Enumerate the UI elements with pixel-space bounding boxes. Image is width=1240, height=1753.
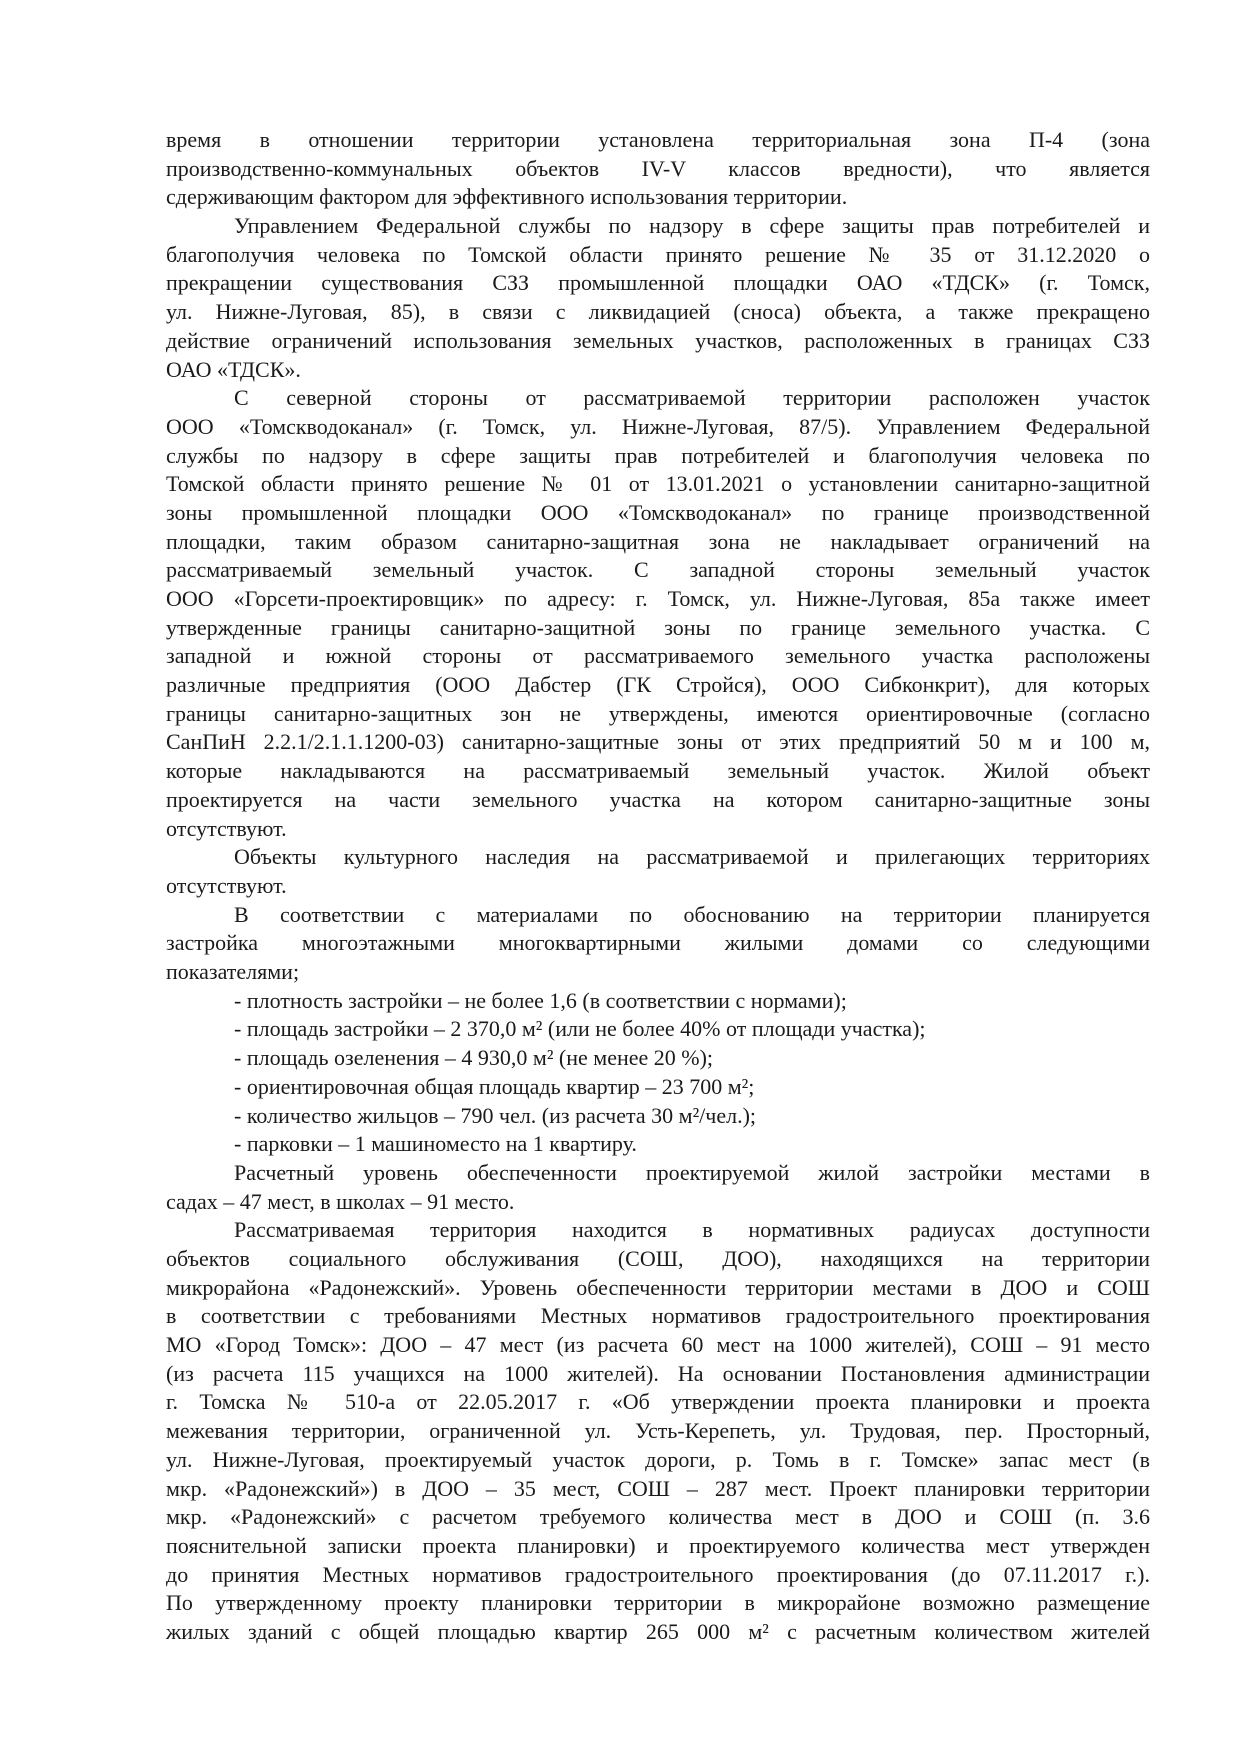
- text-line: Объекты культурного наследия на рассматриваемой и прилегающих территориях: [234, 844, 1150, 870]
- text-line: - площадь озеленения – 4 930,0 м² (не менее 20 %);: [234, 1045, 714, 1071]
- text-line: утвержденные границы санитарно-защитной зоны по границе земельного участка. С: [166, 614, 1150, 640]
- text-line: По утвержденному проекту планировки территории в микрорайоне возможно размещение: [166, 1590, 1150, 1616]
- text-line: различные предприятия (ООО Дабстер (ГК Стройся), ООО Сибконкрит), для которых: [166, 672, 1150, 698]
- text-line: пояснительной записки проекта планировки) и проектируемого количества мест утвержден: [166, 1532, 1150, 1558]
- text-line: показателями;: [166, 959, 300, 984]
- text-line: - количество жильцов – 790 чел. (из расчета 30 м²/чел.);: [234, 1102, 757, 1128]
- text-line: время в отношении территории установлена территориальная зона П-4 (зона: [166, 127, 1150, 152]
- text-line: в соответствии с требованиями Местных нормативов градостроительного проектирования: [166, 1303, 1150, 1329]
- text-line: прекращении существования СЗЗ промышленной площадки ОАО «ТДСК» (г. Томск,: [166, 270, 1150, 296]
- text-line: - ориентировочная общая площадь квартир – 23 700 м²;: [234, 1073, 755, 1099]
- text-line: до принятия Местных нормативов градостроительного проектирования (до 07.11.2017 г.).: [166, 1561, 1150, 1587]
- text-line: площадки, таким образом санитарно-защитная зона не накладывает ограничений на: [166, 528, 1150, 554]
- text-line: ул. Нижне-Луговая, проектируемый участок дороги, р. Томь в г. Томске» запас мест (в: [166, 1446, 1150, 1472]
- text-line: межевания территории, ограниченной ул. Усть-Керепеть, ул. Трудовая, пер. Просторный,: [166, 1418, 1150, 1444]
- text-line: застройка многоэтажными многоквартирными жилыми домами со следующими: [166, 930, 1150, 956]
- document-page: [166, 126, 1150, 1647]
- text-line: СанПиН 2.2.1/2.1.1.1200-03) санитарно-защитные зоны от этих предприятий 50 м и 100 м,: [166, 729, 1150, 755]
- text-line: отсутствуют.: [166, 872, 287, 898]
- text-line: ООО «Томскводоканал» (г. Томск, ул. Нижне-Луговая, 87/5). Управлением Федеральной: [166, 413, 1150, 439]
- text-line: Расчетный уровень обеспеченности проектируемой жилой застройки местами в: [234, 1159, 1150, 1185]
- text-line: ул. Нижне-Луговая, 85), в связи с ликвидацией (сноса) объекта, а также прекращено: [166, 299, 1150, 325]
- text-line: проектируется на части земельного участка на котором санитарно-защитные зоны: [166, 786, 1150, 812]
- text-line: рассматриваемый земельный участок. С западной стороны земельный участок: [166, 557, 1150, 583]
- text-line: Рассматриваемая территория находится в нормативных радиусах доступности: [234, 1217, 1150, 1243]
- text-line: службы по надзору в сфере защиты прав потребителей и благополучия человека по: [166, 442, 1150, 468]
- text-line: - плотность застройки – не более 1,6 (в соответствии с нормами);: [234, 987, 847, 1013]
- text-line: жилых зданий с общей площадью квартир 265 000 м² с расчетным количеством жителей: [166, 1618, 1150, 1644]
- text-line: производственно-коммунальных объектов IV-V классов вредности), что является: [166, 155, 1150, 181]
- text-line: - парковки – 1 машиноместо на 1 квартиру.: [234, 1131, 637, 1157]
- text-line: зоны промышленной площадки ООО «Томскводоканал» по границе производственной: [166, 499, 1150, 525]
- text-line: сдерживающим фактором для эффективного использования территории.: [166, 184, 848, 210]
- text-line: отсутствуют.: [166, 815, 287, 841]
- text-line: ООО «Горсети-проектировщик» по адресу: г. Томск, ул. Нижне-Луговая, 85а также имеет: [166, 586, 1150, 612]
- text-line: объектов социального обслуживания (СОШ, ДОО), находящихся на территории: [166, 1246, 1150, 1271]
- text-line: действие ограничений использования земельных участков, расположенных в границах СЗЗ: [166, 327, 1150, 353]
- text-line: (из расчета 115 учащихся на 1000 жителей). На основании Постановления администрации: [166, 1360, 1150, 1386]
- text-line: В соответствии с материалами по обоснованию на территории планируется: [234, 901, 1150, 927]
- text-line: благополучия человека по Томской области принято решение № 35 от 31.12.2020 о: [166, 241, 1150, 267]
- text-line: границы санитарно-защитных зон не утверждены, имеются ориентировочные (согласно: [166, 700, 1150, 726]
- text-line: микрорайона «Радонежский». Уровень обеспеченности территории местами в ДОО и СОШ: [166, 1274, 1150, 1300]
- text-line: ОАО «ТДСК».: [166, 356, 301, 382]
- text-line: г. Томска № 510-а от 22.05.2017 г. «Об утверждении проекта планировки и проекта: [166, 1389, 1150, 1415]
- text-line: мкр. «Радонежский» с расчетом требуемого количества мест в ДОО и СОШ (п. 3.6: [166, 1504, 1150, 1530]
- text-line: мкр. «Радонежский») в ДОО – 35 мест, СОШ – 287 мест. Проект планировки территории: [166, 1475, 1150, 1501]
- text-line: Управлением Федеральной службы по надзору в сфере защиты прав потребителей и: [234, 213, 1150, 239]
- text-line: - площадь застройки – 2 370,0 м² (или не более 40% от площади участка);: [234, 1016, 926, 1042]
- text-line: западной и южной стороны от рассматриваемого земельного участка расположены: [166, 643, 1150, 669]
- text-line: С северной стороны от рассматриваемой территории расположен участок: [234, 385, 1150, 411]
- text-line: МО «Город Томск»: ДОО – 47 мест (из расчета 60 мест на 1000 жителей), СОШ – 91 место: [166, 1332, 1150, 1358]
- text-line: садах – 47 мест, в школах – 91 место.: [166, 1188, 515, 1214]
- text-line: Томской области принято решение № 01 от 13.01.2021 о установлении санитарно-защитной: [166, 471, 1150, 497]
- text-line: которые накладываются на рассматриваемый земельный участок. Жилой объект: [166, 758, 1150, 784]
